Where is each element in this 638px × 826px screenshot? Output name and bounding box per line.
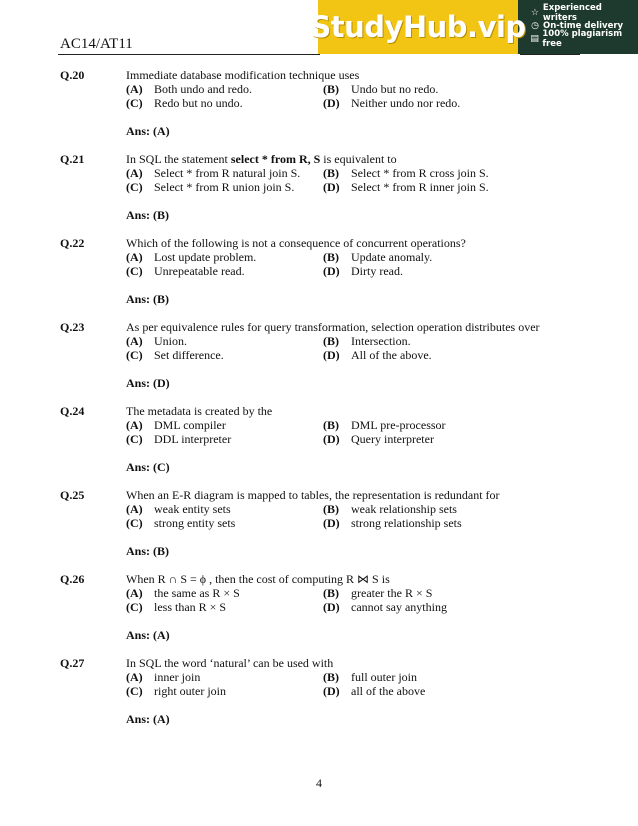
question-number: Q.24 (60, 404, 85, 418)
option-a (126, 82, 323, 96)
question-block (60, 68, 580, 138)
option-letter: (B) (323, 82, 339, 96)
option-text: Neither undo nor redo. (351, 96, 461, 110)
answer-line: Ans: (C) (126, 460, 170, 474)
question-text: The metadata is created by the (126, 404, 273, 418)
star-icon: ☆ (530, 7, 539, 18)
document-icon: ▤ (530, 33, 539, 44)
options-grid (126, 250, 580, 278)
option-c (126, 348, 323, 362)
studyhub-banner[interactable] (310, 0, 638, 54)
option-c (126, 96, 323, 110)
option-text: DDL interpreter (154, 432, 232, 446)
question-text: In SQL the word ‘natural’ can be used with (126, 656, 334, 670)
option-text: All of the above. (351, 348, 432, 362)
option-text: right outer join (154, 684, 226, 698)
option-d (323, 264, 580, 278)
option-text: Select * from R inner join S. (351, 180, 489, 194)
option-letter: (D) (323, 348, 340, 362)
option-letter: (B) (323, 334, 339, 348)
question-text: When R ∩ S = ϕ , then the cost of computing R ⋈ S is (126, 572, 390, 586)
question-text (126, 152, 580, 166)
option-text: weak entity sets (154, 502, 231, 516)
option-letter: (C) (126, 600, 143, 614)
option-b (323, 250, 580, 264)
question-number: Q.25 (60, 488, 85, 502)
option-letter: (C) (126, 96, 143, 110)
option-b (323, 166, 580, 180)
option-letter: (C) (126, 684, 143, 698)
answer-line: Ans: (A) (126, 124, 170, 138)
option-c (126, 516, 323, 530)
option-b (323, 418, 580, 432)
option-a (126, 418, 323, 432)
option-c (126, 264, 323, 278)
option-text: Unrepeatable read. (154, 264, 245, 278)
option-d (323, 432, 580, 446)
banner-feature-text: On-time delivery (543, 20, 624, 31)
option-text: Intersection. (351, 334, 411, 348)
option-letter: (A) (126, 82, 143, 96)
option-letter: (A) (126, 418, 143, 432)
question-list (60, 68, 580, 740)
question-block (60, 572, 580, 642)
clock-icon: ◷ (531, 20, 539, 31)
option-letter: (D) (323, 432, 340, 446)
option-text: full outer join (351, 670, 417, 684)
option-text: strong entity sets (154, 516, 236, 530)
option-letter: (D) (323, 96, 340, 110)
question-text: As per equivalence rules for query transformation, selection operation distributes over (126, 320, 540, 334)
option-letter: (B) (323, 418, 339, 432)
options-grid (126, 502, 580, 530)
banner-features (518, 0, 638, 54)
question-block (60, 320, 580, 390)
option-text: inner join (154, 670, 201, 684)
option-letter: (C) (126, 516, 143, 530)
question-number: Q.27 (60, 656, 85, 670)
question-text-post: is equivalent to (320, 152, 397, 166)
option-letter: (B) (323, 250, 339, 264)
option-letter: (A) (126, 586, 143, 600)
option-text: strong relationship sets (351, 516, 462, 530)
option-letter: (A) (126, 334, 143, 348)
options-grid (126, 418, 580, 446)
option-letter: (C) (126, 264, 143, 278)
studyhub-logo[interactable]: StudyHub.vip (318, 0, 518, 54)
option-text: Lost update problem. (154, 250, 257, 264)
banner-feature (530, 2, 638, 23)
question-number: Q.23 (60, 320, 85, 334)
question-text: When an E-R diagram is mapped to tables, the representation is redundant for (126, 488, 500, 502)
options-grid (126, 670, 580, 698)
question-block (60, 404, 580, 474)
options-grid (126, 82, 580, 110)
option-d (323, 180, 580, 194)
option-letter: (B) (323, 502, 339, 516)
option-b (323, 670, 580, 684)
option-a (126, 670, 323, 684)
option-letter: (B) (323, 670, 339, 684)
option-d (323, 516, 580, 530)
banner-feature-text: Experienced writers (542, 2, 602, 23)
document-code: AC14/AT11 (60, 36, 133, 52)
answer-line: Ans: (A) (126, 628, 170, 642)
option-letter: (D) (323, 264, 340, 278)
options-grid (126, 586, 580, 614)
question-block (60, 656, 580, 726)
banner-feature-text: 100% plagiarism free (542, 28, 623, 49)
option-text: weak relationship sets (351, 502, 457, 516)
option-a (126, 502, 323, 516)
option-letter: (C) (126, 348, 143, 362)
question-text: Immediate database modification technique uses (126, 68, 360, 82)
option-c (126, 600, 323, 614)
option-text: Query interpreter (351, 432, 434, 446)
question-number: Q.26 (60, 572, 85, 586)
option-text: Dirty read. (351, 264, 403, 278)
option-letter: (B) (323, 586, 339, 600)
question-number: Q.21 (60, 152, 85, 166)
option-letter: (A) (126, 670, 143, 684)
question-number: Q.22 (60, 236, 85, 250)
option-c (126, 684, 323, 698)
option-text: DML pre-processor (351, 418, 446, 432)
option-text: Select * from R natural join S. (154, 166, 301, 180)
header-rule-right (520, 54, 580, 55)
option-text: Update anomaly. (351, 250, 433, 264)
option-a (126, 250, 323, 264)
question-block (60, 488, 580, 558)
option-letter: (C) (126, 432, 143, 446)
page-number: 4 (316, 776, 322, 790)
option-a (126, 166, 323, 180)
question-text-pre: In SQL the statement (126, 152, 231, 166)
option-text: Union. (154, 334, 187, 348)
sql-statement: select * from R, S (230, 152, 321, 166)
question-block (60, 236, 580, 306)
option-text: Both undo and redo. (154, 82, 252, 96)
option-a (126, 334, 323, 348)
option-c (126, 432, 323, 446)
option-letter: (D) (323, 180, 340, 194)
question-block (60, 152, 580, 222)
option-text: all of the above (351, 684, 426, 698)
question-number: Q.20 (60, 68, 85, 82)
option-d (323, 684, 580, 698)
option-text: the same as R × S (154, 586, 240, 600)
answer-line: Ans: (B) (126, 544, 170, 558)
option-c (126, 180, 323, 194)
option-b (323, 586, 580, 600)
option-letter: (D) (323, 684, 340, 698)
option-letter: (D) (323, 516, 340, 530)
option-b (323, 334, 580, 348)
option-text: greater the R × S (351, 586, 433, 600)
option-d (323, 96, 580, 110)
answer-line: Ans: (D) (126, 376, 170, 390)
options-grid (126, 166, 580, 194)
option-letter: (D) (323, 600, 340, 614)
answer-line: Ans: (A) (126, 712, 170, 726)
option-letter: (C) (126, 180, 143, 194)
option-b (323, 502, 580, 516)
header-rule (58, 54, 320, 55)
answer-line: Ans: (B) (126, 292, 170, 306)
option-text: Select * from R union join S. (154, 180, 295, 194)
option-text: cannot say anything (351, 600, 447, 614)
option-letter: (A) (126, 250, 143, 264)
option-text: Redo but no undo. (154, 96, 243, 110)
question-text: Which of the following is not a consequence of concurrent operations? (126, 236, 466, 250)
option-a (126, 586, 323, 600)
option-b (323, 82, 580, 96)
banner-feature (530, 28, 638, 49)
option-text: Select * from R cross join S. (351, 166, 489, 180)
option-text: Undo but no redo. (351, 82, 439, 96)
options-grid (126, 334, 580, 362)
option-d (323, 600, 580, 614)
option-text: DML compiler (154, 418, 226, 432)
option-text: Set difference. (154, 348, 224, 362)
answer-line: Ans: (B) (126, 208, 170, 222)
option-text: less than R × S (154, 600, 227, 614)
option-letter: (A) (126, 166, 143, 180)
option-letter: (B) (323, 166, 339, 180)
option-letter: (A) (126, 502, 143, 516)
option-d (323, 348, 580, 362)
